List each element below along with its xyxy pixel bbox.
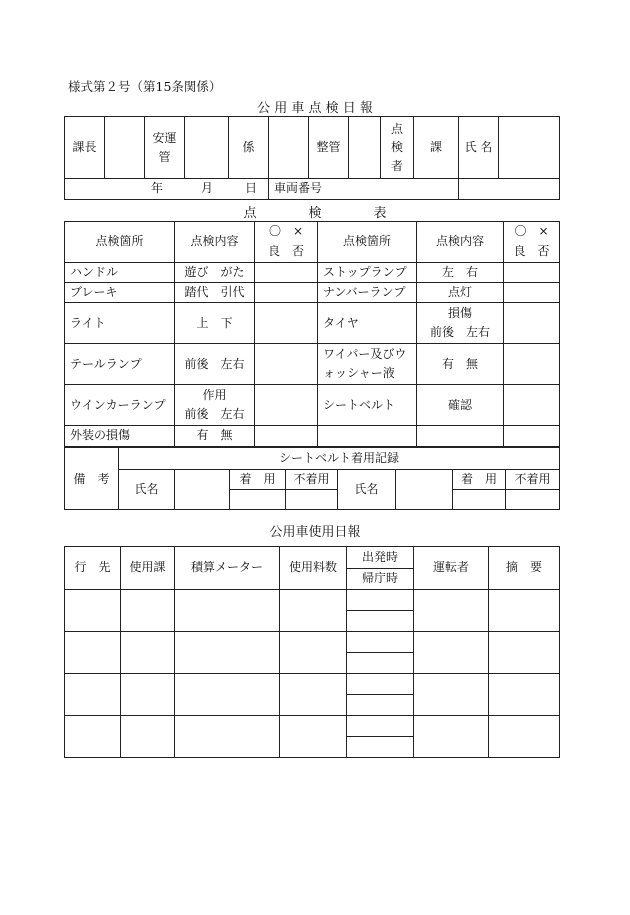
usage-row-dept[interactable]	[121, 716, 175, 758]
row-exterior-content: 有 無	[175, 426, 255, 446]
usage-row-destination[interactable]	[65, 632, 121, 674]
usage-row-fee[interactable]	[280, 716, 347, 758]
header-summary: 摘 要	[489, 547, 560, 590]
vehicle-number-value	[459, 179, 560, 200]
usage-row-destination[interactable]	[65, 674, 121, 716]
usage-row-destination[interactable]	[65, 590, 121, 632]
header-mark-right: 〇 × 良 否	[504, 222, 560, 263]
usage-row-return[interactable]	[347, 695, 414, 716]
row-tire-content: 損傷 前後 左右	[417, 303, 504, 344]
row-seatbelt-place: シートベルト	[318, 385, 417, 426]
usage-row-dept[interactable]	[121, 632, 175, 674]
seatbelt-worn-value-1[interactable]	[230, 490, 286, 510]
row-handle-place: ハンドル	[65, 263, 175, 283]
seatbelt-name-label-1: 氏名	[119, 470, 175, 510]
row-seatbelt-mark[interactable]	[504, 385, 560, 426]
usage-row-summary[interactable]	[489, 590, 560, 632]
seatbelt-notworn-label-2: 不着用	[506, 470, 560, 490]
usage-row-dept[interactable]	[121, 674, 175, 716]
usage-row-summary[interactable]	[489, 716, 560, 758]
usage-row-driver[interactable]	[414, 716, 489, 758]
usage-report-title: 公用車使用日報	[269, 525, 361, 540]
form-number: 様式第２号（第15条関係）	[68, 79, 222, 94]
row-wiper-content: 有 無	[417, 344, 504, 385]
usage-row-return[interactable]	[347, 611, 414, 632]
row-handle-mark[interactable]	[255, 263, 318, 283]
header-fee: 使用料数	[280, 547, 347, 590]
row-wiper-place: ワイパー及びウ ォッシャー液	[318, 344, 417, 385]
shimei-value	[499, 117, 560, 179]
row-numberlamp-mark[interactable]	[504, 283, 560, 303]
kacho-label: 課長	[65, 117, 105, 179]
row-taillamp-content: 前後 左右	[175, 344, 255, 385]
row-light-content: 上 下	[175, 303, 255, 344]
usage-row-depart[interactable]	[347, 632, 414, 653]
row-brake-place: ブレーキ	[65, 283, 175, 303]
row-handle-content: 遊び がた	[175, 263, 255, 283]
row-light-place: ライト	[65, 303, 175, 344]
usage-row-dept[interactable]	[121, 590, 175, 632]
shimei-label: 氏 名	[459, 117, 499, 179]
usage-row-return[interactable]	[347, 737, 414, 758]
approval-table	[64, 116, 560, 200]
usage-row-fee[interactable]	[280, 674, 347, 716]
row-blank-place	[318, 426, 417, 446]
row-exterior-place: 外装の損傷	[65, 426, 175, 446]
row-exterior-mark[interactable]	[255, 426, 318, 446]
seatbelt-name-label-2: 氏名	[338, 470, 396, 510]
seatbelt-notworn-label-1: 不着用	[286, 470, 338, 490]
row-tire-place: タイヤ	[318, 303, 417, 344]
header-driver: 運転者	[414, 547, 489, 590]
row-stoplamp-content: 左 右	[417, 263, 504, 283]
usage-row-meter[interactable]	[175, 716, 280, 758]
daily-report-title: 公 用 車 点 検 日 報	[257, 101, 373, 116]
row-light-mark[interactable]	[255, 303, 318, 344]
usage-row-summary[interactable]	[489, 632, 560, 674]
row-winker-mark[interactable]	[255, 385, 318, 426]
row-blank-content	[417, 426, 504, 446]
seatbelt-name-value-2[interactable]	[396, 470, 453, 510]
header-return: 帰庁時	[347, 569, 414, 590]
usage-row-depart[interactable]	[347, 674, 414, 695]
row-taillamp-mark[interactable]	[255, 344, 318, 385]
usage-row-meter[interactable]	[175, 674, 280, 716]
seatbelt-worn-value-2[interactable]	[453, 490, 506, 510]
header-content-right: 点検内容	[417, 222, 504, 263]
row-blank-mark	[504, 426, 560, 446]
row-stoplamp-place: ストップランプ	[318, 263, 417, 283]
usage-row-summary[interactable]	[489, 674, 560, 716]
usage-row-return[interactable]	[347, 653, 414, 674]
row-tire-mark[interactable]	[504, 303, 560, 344]
usage-row-meter[interactable]	[175, 632, 280, 674]
row-brake-mark[interactable]	[255, 283, 318, 303]
seatbelt-notworn-value-2[interactable]	[506, 490, 560, 510]
remarks-table	[64, 447, 560, 510]
anzen-stamp	[185, 117, 229, 179]
row-brake-content: 踏代 引代	[175, 283, 255, 303]
usage-row-fee[interactable]	[280, 590, 347, 632]
row-winker-content: 作用 前後 左右	[175, 385, 255, 426]
seikan-stamp	[349, 117, 381, 179]
usage-row-meter[interactable]	[175, 590, 280, 632]
row-taillamp-place: テールランプ	[65, 344, 175, 385]
kacho-stamp	[105, 117, 145, 179]
header-meter: 積算メーター	[175, 547, 280, 590]
row-winker-place: ウインカーランプ	[65, 385, 175, 426]
row-stoplamp-mark[interactable]	[504, 263, 560, 283]
seatbelt-worn-label-1: 着 用	[230, 470, 286, 490]
seatbelt-worn-label-2: 着 用	[453, 470, 506, 490]
usage-row-driver[interactable]	[414, 590, 489, 632]
ka-label: 課	[414, 117, 459, 179]
usage-table	[64, 546, 560, 758]
usage-row-driver[interactable]	[414, 674, 489, 716]
vehicle-number-label: 車両番号	[269, 179, 459, 200]
inspection-table	[64, 221, 560, 447]
row-wiper-mark[interactable]	[504, 344, 560, 385]
seatbelt-record-title: シートベルト着用記録	[119, 448, 560, 470]
usage-row-depart[interactable]	[347, 590, 414, 611]
row-seatbelt-content: 確認	[417, 385, 504, 426]
row-numberlamp-content: 点灯	[417, 283, 504, 303]
kakari-label: 係	[229, 117, 269, 179]
usage-row-destination[interactable]	[65, 716, 121, 758]
inspector-label: 点 検 者	[381, 117, 414, 179]
header-destination: 行 先	[65, 547, 121, 590]
seikan-label: 整管	[309, 117, 349, 179]
anzen-label: 安運 管	[145, 117, 185, 179]
row-numberlamp-place: ナンバーランプ	[318, 283, 417, 303]
seatbelt-name-value-1[interactable]	[175, 470, 230, 510]
header-depart: 出発時	[347, 547, 414, 569]
header-mark-left: 〇 × 良 否	[255, 222, 318, 263]
date-field: 年 月 日	[65, 179, 269, 200]
inspection-table-title: 点 検 表	[243, 206, 387, 221]
kakari-stamp	[269, 117, 309, 179]
remarks-label: 備 考	[65, 448, 119, 510]
usage-row-fee[interactable]	[280, 632, 347, 674]
header-content-left: 点検内容	[175, 222, 255, 263]
usage-row-driver[interactable]	[414, 632, 489, 674]
header-place-right: 点検箇所	[318, 222, 417, 263]
seatbelt-notworn-value-1[interactable]	[286, 490, 338, 510]
usage-row-depart[interactable]	[347, 716, 414, 737]
header-dept: 使用課	[121, 547, 175, 590]
header-place-left: 点検箇所	[65, 222, 175, 263]
